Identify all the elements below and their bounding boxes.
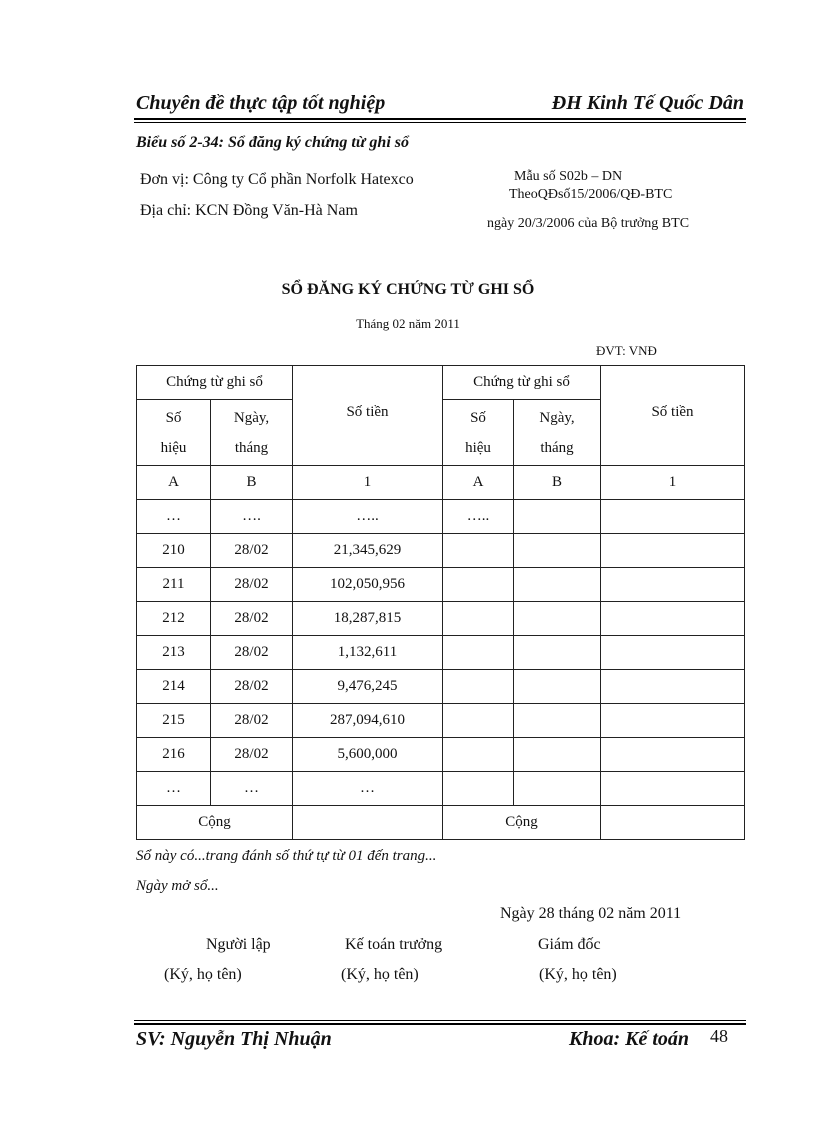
footer-faculty: Khoa: Kế toán [569, 1028, 690, 1050]
page-count-note: Sổ này có...trang đánh số thứ tự từ 01 đến trang... [136, 848, 437, 864]
table-cell [443, 704, 514, 738]
table-cell: … [211, 772, 293, 806]
table-cell [601, 636, 745, 670]
form-ref-line2: TheoQĐsố15/2006/QĐ-BTC [509, 187, 673, 202]
so-hieu-header-left [137, 400, 211, 466]
table-cell [601, 602, 745, 636]
total-amount-left [293, 806, 443, 840]
table-cell [514, 636, 601, 670]
table-cell [514, 534, 601, 568]
table-row [137, 738, 745, 772]
total-amount-right [601, 806, 745, 840]
ngay-label-1: Ngày, [233, 409, 270, 426]
document-month: Tháng 02 năm 2011 [356, 316, 460, 331]
header-rule [134, 118, 746, 120]
table-cell [443, 772, 514, 806]
ngay-cell: 28/02 [211, 568, 293, 602]
company-address: Địa chỉ: KCN Đồng Văn-Hà Nam [140, 202, 358, 219]
table-cell [514, 738, 601, 772]
table-cell [443, 636, 514, 670]
ngay-cell: 28/02 [211, 704, 293, 738]
amount-cell: 21,345,629 [293, 534, 443, 568]
table-cell [514, 772, 601, 806]
table-cell [514, 568, 601, 602]
so-hieu-label-1: Số [470, 409, 486, 426]
table-cell [443, 568, 514, 602]
so-hieu-label-1: Số [165, 409, 182, 426]
table-cell [443, 738, 514, 772]
table-cell [514, 500, 601, 534]
ngay-label-1: Ngày, [539, 409, 575, 426]
ngay-thang-header-right [514, 400, 601, 466]
table-cell: ….. [443, 500, 514, 534]
table-cell: … [137, 500, 211, 534]
so-hieu-cell: 212 [137, 602, 211, 636]
footer-rule-thin [134, 1020, 746, 1021]
so-hieu-cell: 215 [137, 704, 211, 738]
so-hieu-cell: 216 [137, 738, 211, 772]
footer-student: SV: Nguyễn Thị Nhuận [136, 1028, 332, 1050]
ngay-thang-header-left [211, 400, 293, 466]
table-cell [601, 500, 745, 534]
table-cell: … [137, 772, 211, 806]
director-sign-hint: (Ký, họ tên) [539, 966, 617, 983]
so-hieu-cell: 210 [137, 534, 211, 568]
table-row [137, 568, 745, 602]
header-rule-thin [134, 122, 746, 123]
document-title: SỔ ĐĂNG KÝ CHỨNG TỪ GHI SỔ [281, 281, 535, 298]
table-cell [601, 534, 745, 568]
ngay-cell: 28/02 [211, 670, 293, 704]
signature-date: Ngày 28 tháng 02 năm 2011 [500, 905, 682, 922]
table-row [137, 636, 745, 670]
director-title: Giám đốc [538, 936, 601, 953]
table-cell [601, 772, 745, 806]
table-row [137, 602, 745, 636]
ngay-label-2: tháng [234, 439, 269, 456]
so-hieu-label-2: hiệu [465, 439, 491, 456]
table-cell [514, 704, 601, 738]
ellipsis-row [137, 500, 745, 534]
table-cell [443, 602, 514, 636]
tail-ellipsis-row [137, 772, 745, 806]
amount-header-left: Số tiền [293, 366, 443, 466]
open-date-note: Ngày mở sổ... [136, 878, 219, 894]
code-cell: A [137, 466, 211, 500]
preparer-title: Người lập [206, 936, 271, 953]
table-cell [601, 568, 745, 602]
group-header-right: Chứng từ ghi sổ [443, 366, 601, 400]
code-cell: 1 [293, 466, 443, 500]
ngay-cell: 28/02 [211, 534, 293, 568]
ngay-cell: 28/02 [211, 738, 293, 772]
table-cell [601, 670, 745, 704]
table-cell [514, 602, 601, 636]
total-label-right: Cộng [443, 806, 601, 840]
so-hieu-cell: 214 [137, 670, 211, 704]
so-hieu-label-2: hiệu [160, 439, 187, 456]
table-cell [443, 534, 514, 568]
amount-cell: 1,132,611 [293, 636, 443, 670]
amount-cell: 287,094,610 [293, 704, 443, 738]
table-cell [514, 670, 601, 704]
form-ref-line3: ngày 20/3/2006 của Bộ trưởng BTC [487, 216, 690, 231]
table-cell: … [293, 772, 443, 806]
table-cell: ….. [293, 500, 443, 534]
company-unit: Đơn vị: Công ty Cổ phần Norfolk Hatexco [140, 171, 414, 188]
page-number: 48 [710, 1026, 728, 1046]
table-cell [601, 704, 745, 738]
currency-unit: ĐVT: VNĐ [596, 343, 657, 358]
table-cell [443, 670, 514, 704]
amount-header-right: Số tiền [601, 366, 745, 466]
table-cell: …. [211, 500, 293, 534]
header-left: Chuyên đề thực tập tốt nghiệp [136, 92, 386, 114]
code-row [137, 466, 745, 500]
ngay-cell: 28/02 [211, 602, 293, 636]
amount-cell: 9,476,245 [293, 670, 443, 704]
total-label-left: Cộng [137, 806, 293, 840]
ngay-label-2: tháng [540, 439, 574, 456]
figure-title: Biểu số 2-34: Sổ đăng ký chứng từ ghi sổ [136, 134, 409, 151]
code-cell: B [211, 466, 293, 500]
chief-accountant-title: Kế toán trưởng [345, 936, 443, 953]
table-row [137, 704, 745, 738]
ngay-cell: 28/02 [211, 636, 293, 670]
code-cell: B [514, 466, 601, 500]
table-header-row [137, 366, 745, 400]
so-hieu-cell: 213 [137, 636, 211, 670]
preparer-sign-hint: (Ký, họ tên) [164, 966, 242, 983]
code-cell: A [443, 466, 514, 500]
table-row [137, 534, 745, 568]
so-hieu-cell: 211 [137, 568, 211, 602]
amount-cell: 5,600,000 [293, 738, 443, 772]
footer-rule [134, 1023, 746, 1025]
code-cell: 1 [601, 466, 745, 500]
total-row [137, 806, 745, 840]
chief-accountant-sign-hint: (Ký, họ tên) [341, 966, 419, 983]
amount-cell: 102,050,956 [293, 568, 443, 602]
so-hieu-header-right [443, 400, 514, 466]
form-ref-line1: Mẫu số S02b – DN [514, 169, 623, 184]
table-cell [601, 738, 745, 772]
group-header-left: Chứng từ ghi sổ [137, 366, 293, 400]
table-row [137, 670, 745, 704]
header-right: ĐH Kinh Tế Quốc Dân [551, 92, 744, 114]
amount-cell: 18,287,815 [293, 602, 443, 636]
ledger-table [136, 365, 745, 840]
